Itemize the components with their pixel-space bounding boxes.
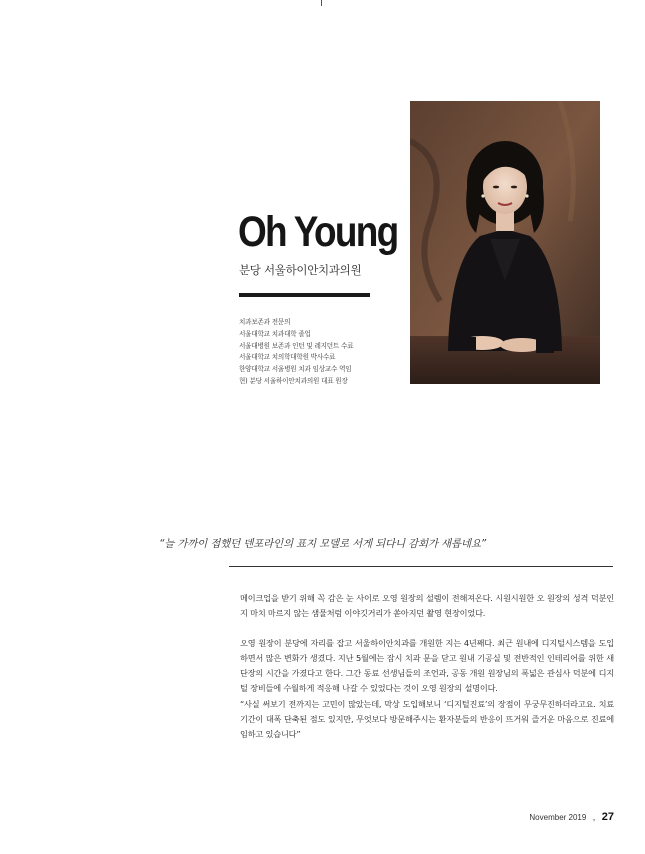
- bio-item: 서울대병원 보존과 인턴 및 레지던트 수료: [239, 341, 354, 350]
- clinic-name: 분당 서울하이안치과의원: [239, 263, 362, 277]
- paragraph: “사실 써보기 전까지는 고민이 많았는데, 막상 도입해보니 ‘디지털진료’의 장점이 무궁무진하더라고요. 치료 기간이 대폭 단축된 점도 있지만, 무엇보다 방문해주시는 환자분들의 반응이 뜨거워 즐거운 마음으로 진료에 임하고 있습니다”: [240, 698, 614, 740]
- crop-mark: [321, 0, 322, 6]
- page-number: 27: [601, 811, 614, 823]
- quote-divider: [229, 566, 613, 567]
- footer-separator: ,: [592, 812, 596, 822]
- bio-item: 치과보존과 전문의: [239, 318, 291, 326]
- bio-item: 서울대학교 치의학대학원 박사수료: [239, 353, 336, 362]
- bio-item: 현) 분당 서울하이안치과의원 대표 원장: [239, 376, 348, 385]
- bio-list: [239, 317, 353, 388]
- paragraph: 오영 원장이 분당에 자리를 잡고 서울하이안치과를 개원한 지는 4년째다. 최근 원내에 디지털시스템을 도입하면서 많은 변화가 생겼다. 지난 5월에는 잠시 치과 문을 닫고 원내 기공실 및 전반적인 인테리어를 위한 새 단장의 시간을 가졌다고 한다. 그간 동료 선생님들의 조언과, 공동 개원 원장님의 폭넓은 관심사 덕분에 디지털 장비들에 수월하게 적응해 나갈 수 있었다는 것이 오영 원장의 설명이다.: [240, 637, 614, 694]
- profile-name: Oh Young: [238, 208, 398, 256]
- bio-item: 한양대학교 서울병원 치과 임상교수 역임: [239, 365, 352, 374]
- portrait-photo: [410, 101, 600, 384]
- issue-date: November 2019: [529, 813, 587, 822]
- page-footer: [529, 807, 614, 825]
- article-body: [240, 591, 614, 743]
- paragraph: 메이크업을 받기 위해 꼭 감은 눈 사이로 오영 원장의 설렘이 전해져온다. 시원시원한 오 원장의 성격 덕분인지 마치 마르지 않는 샘물처럼 이야깃거리가 쏟아지던 촬영 현장이었다.: [240, 593, 614, 619]
- pull-quote: “늘 가까이 접했던 덴포라인의 표지 모델로 서게 되다니 감회가 새롭네요”: [158, 538, 487, 550]
- name-divider: [239, 293, 370, 297]
- bio-item: 서울대학교 치과대학 졸업: [239, 329, 311, 338]
